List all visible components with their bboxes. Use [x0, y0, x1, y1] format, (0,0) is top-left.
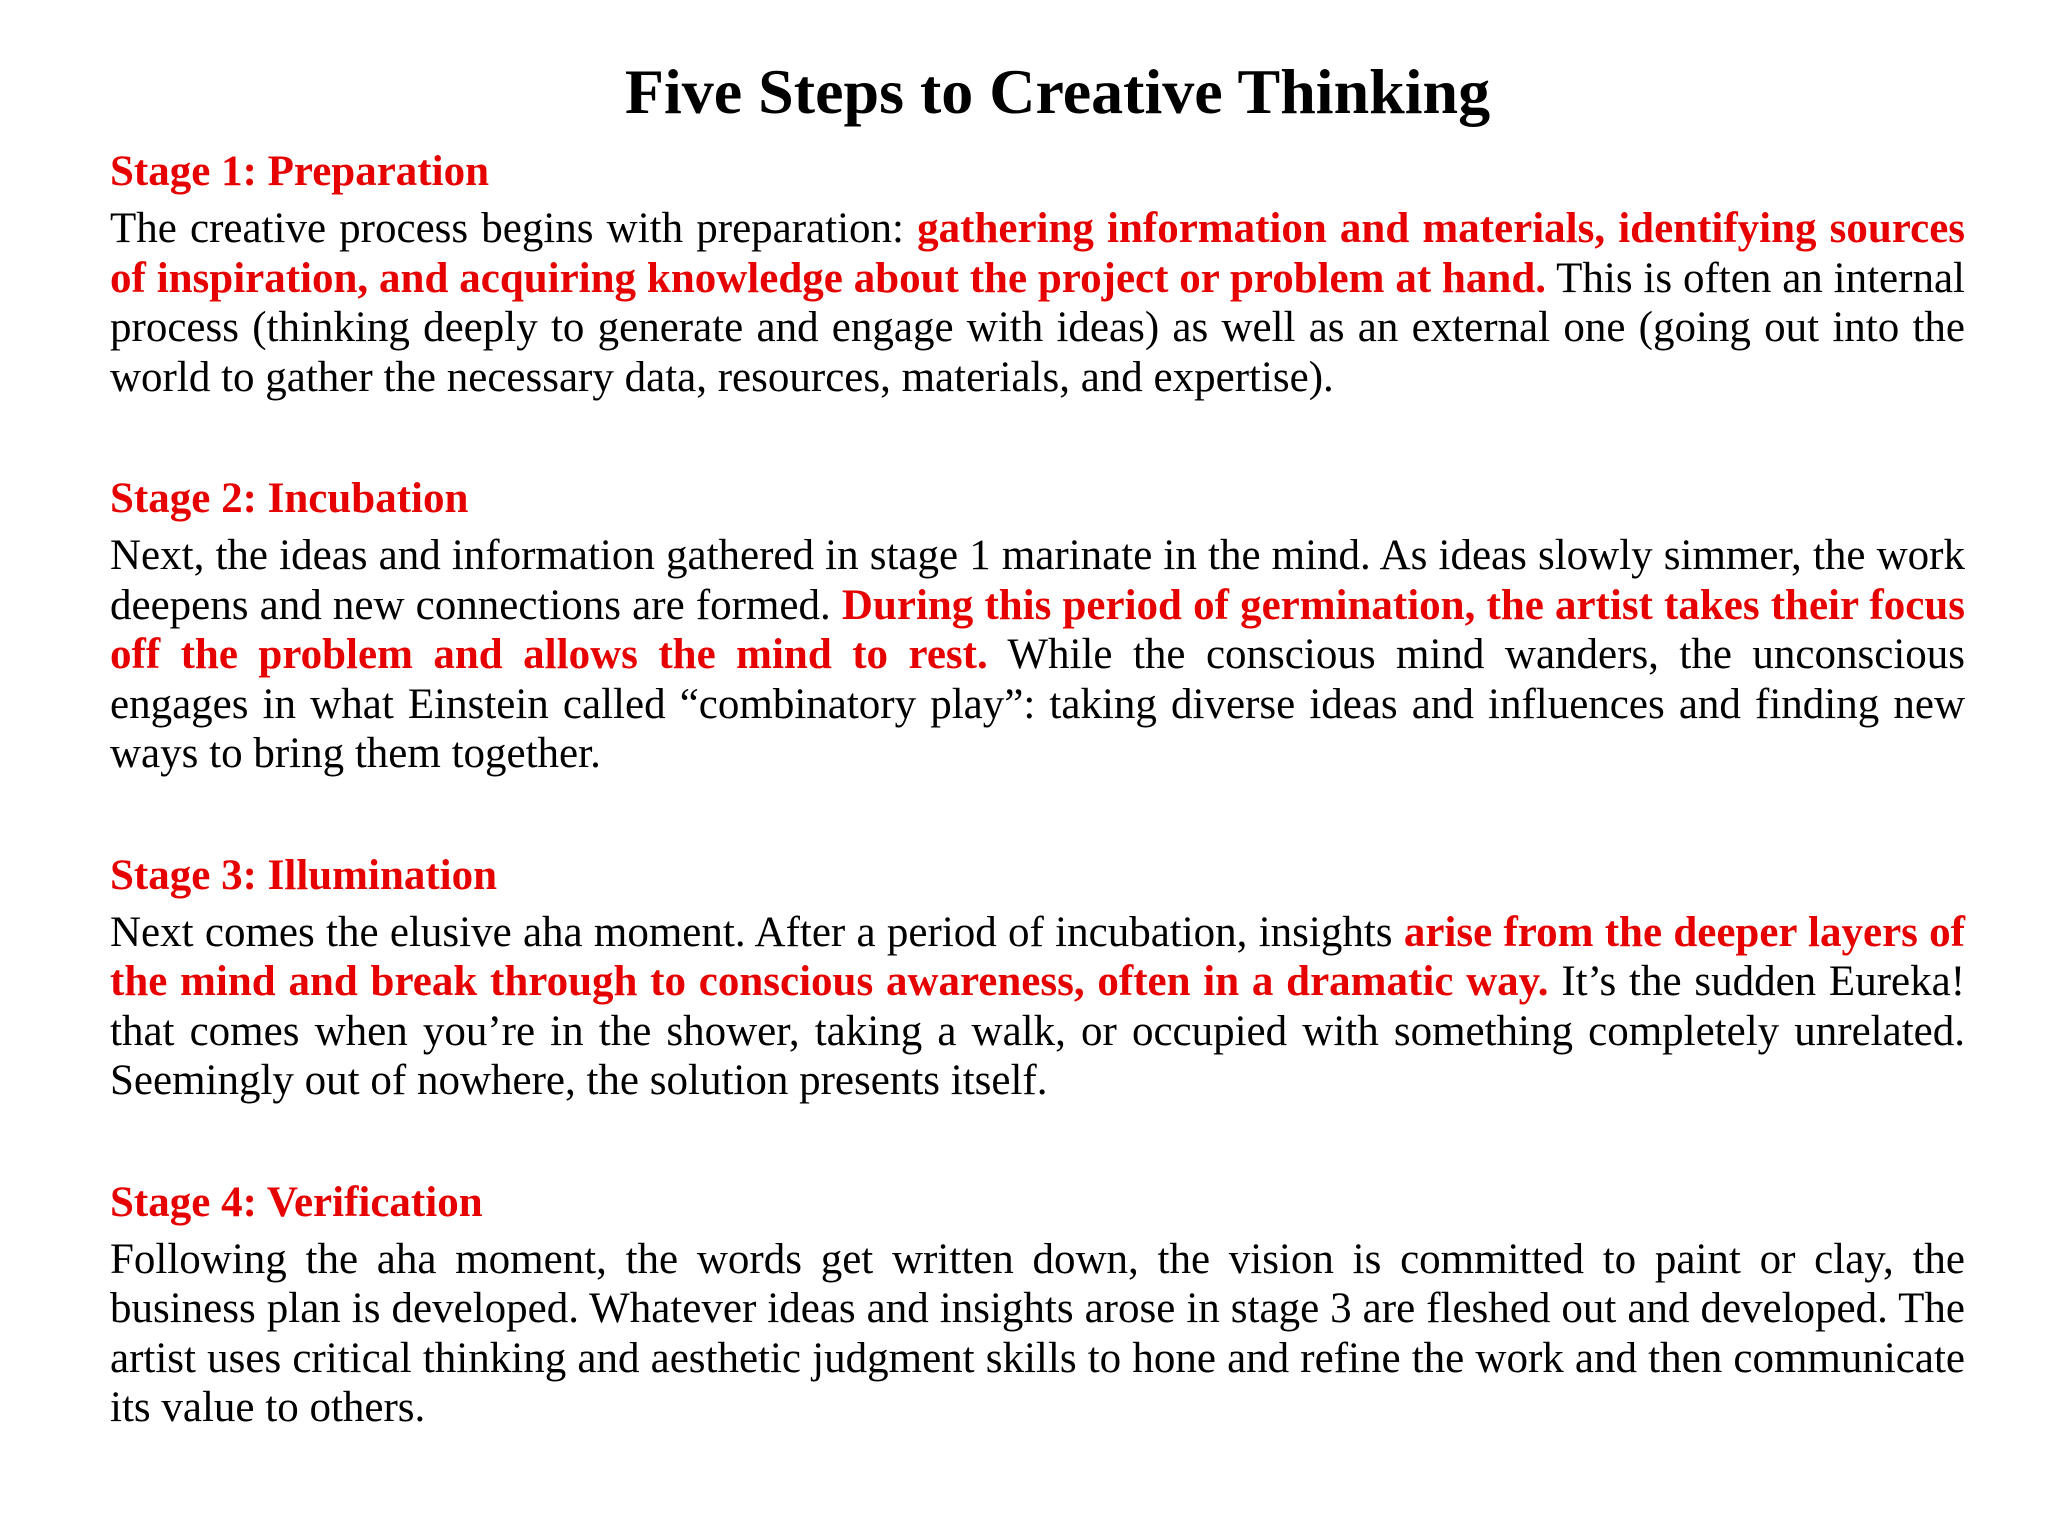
- section-spacer: [110, 402, 1965, 471]
- stage-2-body: [110, 531, 1965, 779]
- stage-3-body: [110, 908, 1965, 1106]
- stage-4-text-1: Following the aha moment, the words get written down, the vision is committed to paint or clay, the business plan is developed. Whatever ideas and insights arose in stage 3 are fleshed out and developed. The artist uses critical thinking and aesthetic judgment skills to hone and refine the work and then communicate its value to others.: [110, 1235, 1965, 1431]
- document-page: [110, 50, 1965, 1433]
- stage-1-body: [110, 204, 1965, 402]
- stage-1-highlight: gathering information and materials, identifying sources of inspiration, and acquiring knowledge about the project or problem at hand.: [110, 205, 1966, 302]
- page-title: Five Steps to Creative Thinking: [624, 56, 1491, 127]
- stage-1-text-2: This is often an internal process (thinking deeply to generate and engage with ideas) as well as an external one (going out into the world to gather the necessary data, resources, materials, and expertise).: [110, 254, 1965, 401]
- stage-2-highlight: During this period of germination, the artist takes their focus off the problem and allows the mind to rest.: [110, 581, 1965, 678]
- stage-1-text-1: The creative process begins with preparation:: [110, 205, 918, 252]
- section-spacer: [110, 1106, 1965, 1175]
- stage-1-heading: Stage 1: Preparation: [110, 148, 489, 195]
- stage-3-section: [110, 848, 1965, 1106]
- stage-3-heading: Stage 3: Illumination: [110, 851, 498, 899]
- stage-4-section: [110, 1175, 1965, 1433]
- section-spacer: [110, 779, 1965, 848]
- stage-4-body: [110, 1235, 1965, 1433]
- stage-3-text-2: It’s the sudden Eureka! that comes when you’re in the shower, taking a walk, or occupied with something completely unrelated. Seemingly out of nowhere, the solution presents itself.: [110, 958, 1966, 1104]
- stage-4-heading: Stage 4: Verification: [110, 1178, 483, 1226]
- stage-2-text-1: Next, the ideas and information gathered in stage 1 marinate in the mind. As ideas slowly simmer, the work deepens and new connections are formed.: [110, 532, 1965, 629]
- stage-3-text-1: Next comes the elusive aha moment. After a period of incubation, insights: [110, 908, 1404, 956]
- stage-3-highlight: arise from the deeper layers of the mind and break through to conscious awareness, often in a dramatic way.: [110, 908, 1966, 1005]
- stage-2-section: [110, 471, 1965, 779]
- stage-2-heading: Stage 2: Incubation: [110, 475, 469, 522]
- stage-2-text-2: While the conscious mind wanders, the unconscious engages in what Einstein called “combinatory play”: taking diverse ideas and influences and finding new ways to bring them together.: [110, 631, 1966, 777]
- stage-1-section: [110, 144, 1965, 402]
